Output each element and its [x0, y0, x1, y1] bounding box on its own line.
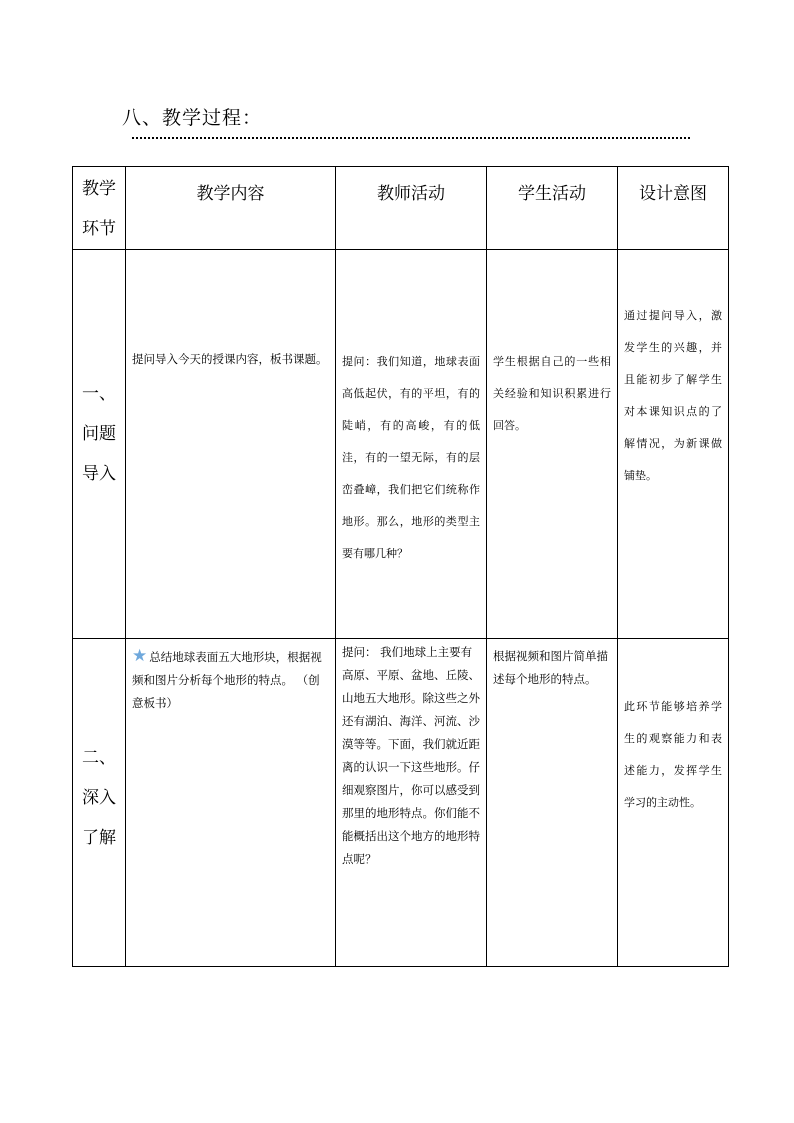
stage-line: 一、 [82, 384, 116, 404]
table-row [73, 639, 729, 967]
header-stage-line1: 教学 [82, 179, 116, 199]
intent-cell: 此环节能够培养学生的观察能力和表述能力，发挥学生学习的主动性。 [618, 639, 729, 967]
header-stage [73, 167, 126, 250]
stage-line: 问题 [82, 424, 116, 444]
section-heading: 八、教学过程： [122, 107, 263, 129]
header-content: 教学内容 [126, 167, 336, 250]
stage-cell [73, 250, 126, 639]
star-icon: ★ [132, 646, 148, 666]
teacher-cell: 提问： 我们地球上主要有高原、平原、盆地、丘陵、山地五大地形。除这些之外还有湖泊、海洋、河流、沙漠等等。下面，我们就近距离的认识一下这些地形。仔细观察图片，你可以感受到那里的地形特点。你们能不能概括出这个地方的地形特点呢？ [336, 639, 487, 967]
content-cell: ★ 总结地球表面五大地形块，根据视频和图片分析每个地形的特点。 （创意板书） [126, 639, 336, 967]
stage-line: 二、 [82, 747, 116, 768]
stage-cell [73, 639, 126, 967]
header-student: 学生活动 [487, 167, 618, 250]
teaching-process-table [72, 166, 729, 967]
content-cell: 提问导入今天的授课内容，板书课题。 [126, 250, 336, 639]
table-header-row [73, 167, 729, 250]
stage-line: 导入 [82, 464, 116, 484]
teacher-cell: 提问：我们知道，地球表面高低起伏，有的平坦，有的陡峭，有的高峻，有的低洼，有的一望无际，有的层峦叠嶂，我们把它们统称作地形。那么，地形的类型主要有哪几种？ [336, 250, 487, 639]
header-stage-line2: 环节 [82, 219, 116, 239]
header-teacher: 教师活动 [336, 167, 487, 250]
intent-cell: 通过提问导入，激发学生的兴趣，并且能初步了解学生对本课知识点的了解情况，为新课做铺垫。 [618, 250, 729, 639]
table-row [73, 250, 729, 639]
student-cell: 学生根据自己的一些相关经验和知识积累进行回答。 [487, 250, 618, 639]
stage-line: 深入 [82, 787, 116, 808]
dotted-divider [132, 137, 690, 139]
student-cell: 根据视频和图片简单描述每个地形的特点。 [487, 639, 618, 967]
stage-line: 了解 [82, 827, 116, 848]
header-intent: 设计意图 [618, 167, 729, 250]
